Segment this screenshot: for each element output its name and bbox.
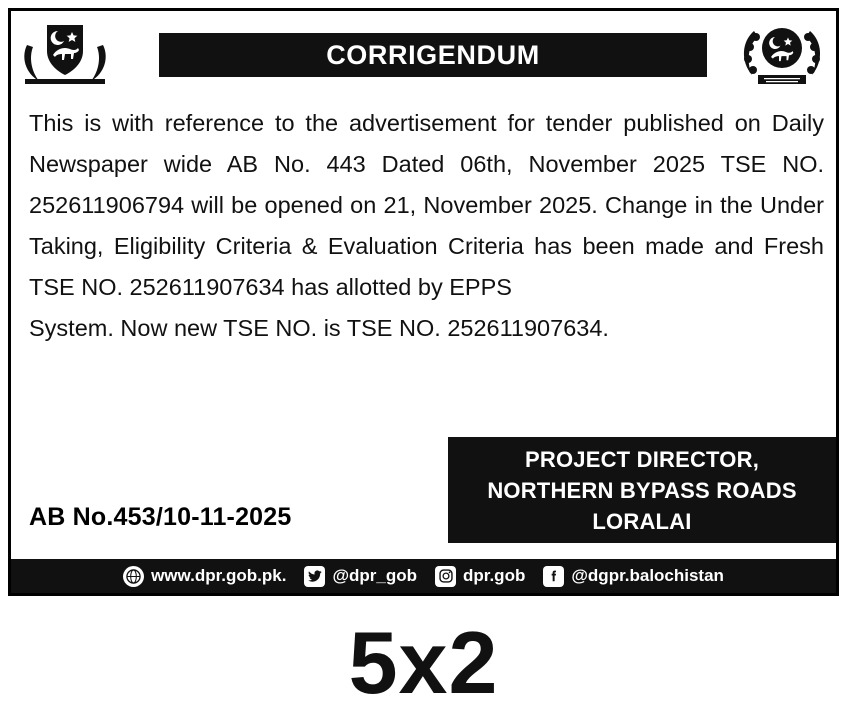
globe-icon xyxy=(123,566,144,587)
instagram-icon xyxy=(435,566,456,587)
page-title: CORRIGENDUM xyxy=(326,39,540,70)
notice-body xyxy=(29,103,824,349)
twitter-icon xyxy=(304,566,325,587)
facebook-icon xyxy=(543,566,564,587)
signature-block xyxy=(448,437,836,543)
website-label: www.dpr.gob.pk. xyxy=(151,566,287,585)
balochistan-police-crest-icon xyxy=(17,15,113,89)
twitter-label: @dpr_gob xyxy=(332,566,418,585)
twitter-link[interactable] xyxy=(304,566,417,587)
instagram-link[interactable] xyxy=(435,566,525,587)
signature-line-2: NORTHERN BYPASS ROADS xyxy=(487,477,797,503)
facebook-label: @dgpr.balochistan xyxy=(571,566,724,585)
ad-size-label: 5x2 xyxy=(348,613,499,712)
notice-header xyxy=(11,11,836,93)
social-bar xyxy=(11,559,836,593)
notice-body-last-line: System. Now new TSE NO. is TSE NO. 252611907634. xyxy=(29,315,609,341)
facebook-link[interactable] xyxy=(543,566,724,587)
signature-line-1: PROJECT DIRECTOR, xyxy=(524,446,760,472)
notice-body-paragraph: This is with reference to the advertisement for tender published on Daily Newspaper wide AB No. 443 Dated 06th, November 2025 TSE NO. 252611906794 will be opened on 21, November 2025. Change in the Under Taking, Eligibility Criteria & Evaluation Criteria has been made and Fresh TSE NO. 252611907634 has allotted by EPPS xyxy=(29,110,824,300)
signature-line-3: LORALAI xyxy=(592,508,692,534)
instagram-label: dpr.gob xyxy=(463,566,526,585)
notice-title-bar xyxy=(159,33,707,77)
corrigendum-notice xyxy=(8,8,839,596)
ab-number: AB No.453/10-11-2025 xyxy=(29,503,292,531)
website-link[interactable] xyxy=(123,566,286,587)
government-department-crest-icon xyxy=(734,15,830,89)
